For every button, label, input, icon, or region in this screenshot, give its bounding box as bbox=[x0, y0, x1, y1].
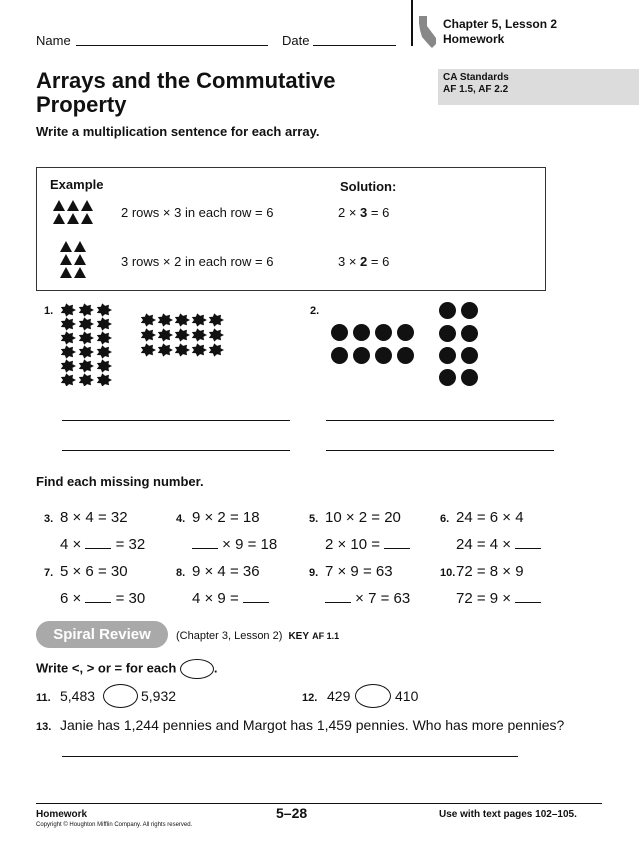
missing-item-number: 5. bbox=[309, 513, 319, 525]
standards-box bbox=[438, 69, 639, 105]
splat-shape bbox=[79, 303, 94, 316]
missing-blank[interactable] bbox=[85, 537, 111, 549]
footer-left: Homework bbox=[36, 809, 88, 820]
splat-shape bbox=[158, 343, 173, 356]
header-divider bbox=[411, 0, 413, 46]
splat-shape bbox=[61, 373, 76, 386]
spiral-review-badge: Spiral Review bbox=[36, 621, 168, 648]
missing-item-number: 9. bbox=[309, 567, 319, 579]
splat-shape bbox=[141, 313, 156, 326]
missing-blank[interactable] bbox=[85, 591, 111, 603]
date-field[interactable] bbox=[313, 45, 396, 46]
q12-compare-oval[interactable] bbox=[355, 684, 391, 708]
splat-shape bbox=[61, 331, 76, 344]
missing-item-fact: 24 = 6 × 4 bbox=[456, 509, 524, 526]
example-row2-solution: 3 × 2 = 6 bbox=[338, 254, 390, 269]
page-number: 5–28 bbox=[276, 805, 308, 821]
example-box bbox=[36, 167, 546, 291]
q13-text: Janie has 1,244 pennies and Margot has 1,459 pennies. Who has more pennies? bbox=[60, 717, 565, 733]
splat-shape bbox=[141, 328, 156, 341]
missing-item-number: 7. bbox=[44, 567, 54, 579]
missing-blank[interactable] bbox=[384, 537, 410, 549]
missing-heading: Find each missing number. bbox=[36, 474, 204, 489]
standards-codes: AF 1.5, AF 2.2 bbox=[443, 84, 509, 95]
missing-item-fact: 7 × 9 = 63 bbox=[325, 563, 393, 580]
copyright: Copyright © Houghton Mifflin Company. All rights reserved. bbox=[36, 822, 193, 828]
example-row1-solution: 2 × 3 = 6 bbox=[338, 205, 390, 220]
splat-shape bbox=[209, 313, 224, 326]
q12-right-value: 410 bbox=[395, 688, 419, 704]
spiral-reference: (Chapter 3, Lesson 2) KEY AF 1.1 bbox=[176, 630, 340, 642]
example-row2-text: 3 rows × 2 in each row = 6 bbox=[121, 254, 274, 269]
standards-heading: CA Standards bbox=[443, 72, 509, 83]
splat-shape bbox=[158, 328, 173, 341]
splat-shape bbox=[79, 331, 94, 344]
splat-shape bbox=[61, 317, 76, 330]
homework-type: Homework bbox=[443, 32, 505, 46]
missing-item-fact: 72 = 8 × 9 bbox=[456, 563, 524, 580]
splat-shape bbox=[192, 313, 207, 326]
date-label: Date bbox=[282, 33, 310, 48]
instruction: Write a multiplication sentence for each array. bbox=[36, 124, 320, 139]
name-field[interactable] bbox=[76, 45, 268, 46]
missing-item-fact: 9 × 4 = 36 bbox=[192, 563, 260, 580]
problem-1-array-a bbox=[58, 300, 118, 386]
splat-shape bbox=[61, 303, 76, 316]
missing-item-equation: 2 × 10 = bbox=[325, 536, 410, 553]
problem-1-number: 1. bbox=[44, 305, 54, 317]
missing-item-number: 4. bbox=[176, 513, 186, 525]
name-label: Name bbox=[36, 33, 71, 48]
missing-item-number: 10. bbox=[440, 567, 456, 579]
missing-item-number: 3. bbox=[44, 513, 54, 525]
missing-item-equation: 6 × = 30 bbox=[60, 590, 146, 607]
missing-blank[interactable] bbox=[515, 591, 541, 603]
missing-item-equation: 72 = 9 × bbox=[456, 590, 541, 607]
q12-number: 12. bbox=[302, 692, 318, 704]
compare-oval-icon bbox=[180, 659, 214, 679]
missing-blank[interactable] bbox=[243, 591, 269, 603]
page-title: Arrays and the Commutative Property bbox=[36, 68, 336, 117]
splat-shape bbox=[79, 373, 94, 386]
example-label: Example bbox=[50, 177, 104, 192]
splat-shape bbox=[209, 343, 224, 356]
splat-shape bbox=[97, 373, 112, 386]
problem-2-answer-line-2[interactable] bbox=[326, 450, 554, 451]
footer-rule bbox=[36, 803, 602, 804]
missing-item-fact: 8 × 4 = 32 bbox=[60, 509, 128, 526]
splat-shape bbox=[158, 313, 173, 326]
problem-2-number: 2. bbox=[310, 305, 320, 317]
splat-shape bbox=[192, 343, 207, 356]
splat-shape bbox=[79, 345, 94, 358]
missing-blank[interactable] bbox=[515, 537, 541, 549]
missing-item-equation: 24 = 4 × bbox=[456, 536, 541, 553]
q11-compare-oval[interactable] bbox=[103, 684, 138, 708]
splat-shape bbox=[175, 328, 190, 341]
missing-item-equation: × 7 = 63 bbox=[325, 590, 410, 607]
chapter-lesson: Chapter 5, Lesson 2 bbox=[443, 17, 558, 31]
problem-1-array-b bbox=[138, 310, 224, 362]
splat-shape bbox=[97, 331, 112, 344]
missing-item-equation: 4 × = 32 bbox=[60, 536, 146, 553]
q11-right-value: 5,932 bbox=[141, 688, 177, 704]
missing-item-number: 8. bbox=[176, 567, 186, 579]
splat-shape bbox=[175, 313, 190, 326]
california-map-icon bbox=[418, 15, 438, 49]
missing-item-fact: 9 × 2 = 18 bbox=[192, 509, 260, 526]
missing-blank[interactable] bbox=[325, 591, 351, 603]
splat-shape bbox=[141, 343, 156, 356]
problem-1-answer-line-2[interactable] bbox=[62, 450, 290, 451]
missing-item-equation: 4 × 9 = bbox=[192, 590, 269, 607]
splat-shape bbox=[79, 317, 94, 330]
q11-left-value: 5,483 bbox=[60, 688, 96, 704]
footer-right: Use with text pages 102–105. bbox=[439, 809, 577, 820]
splat-shape bbox=[175, 343, 190, 356]
missing-item-number: 6. bbox=[440, 513, 450, 525]
q13-answer-line[interactable] bbox=[62, 756, 518, 757]
splat-shape bbox=[79, 359, 94, 372]
missing-item-equation: × 9 = 18 bbox=[192, 536, 277, 553]
q11-number: 11. bbox=[36, 692, 51, 704]
splat-shape bbox=[209, 328, 224, 341]
problem-1-answer-line-1[interactable] bbox=[62, 420, 290, 421]
solution-label: Solution: bbox=[340, 179, 397, 194]
splat-shape bbox=[97, 303, 112, 316]
missing-item-fact: 10 × 2 = 20 bbox=[325, 509, 401, 526]
splat-shape bbox=[61, 359, 76, 372]
splat-shape bbox=[61, 345, 76, 358]
missing-item-fact: 5 × 6 = 30 bbox=[60, 563, 128, 580]
missing-blank[interactable] bbox=[192, 537, 218, 549]
splat-shape bbox=[97, 359, 112, 372]
splat-shape bbox=[97, 317, 112, 330]
example-row1-text: 2 rows × 3 in each row = 6 bbox=[121, 205, 274, 220]
problem-2-answer-line-1[interactable] bbox=[326, 420, 554, 421]
compare-instruction: Write <, > or = for each . bbox=[36, 659, 218, 679]
q12-left-value: 429 bbox=[327, 688, 351, 704]
q13-number: 13. bbox=[36, 721, 52, 733]
splat-shape bbox=[97, 345, 112, 358]
splat-shape bbox=[192, 328, 207, 341]
